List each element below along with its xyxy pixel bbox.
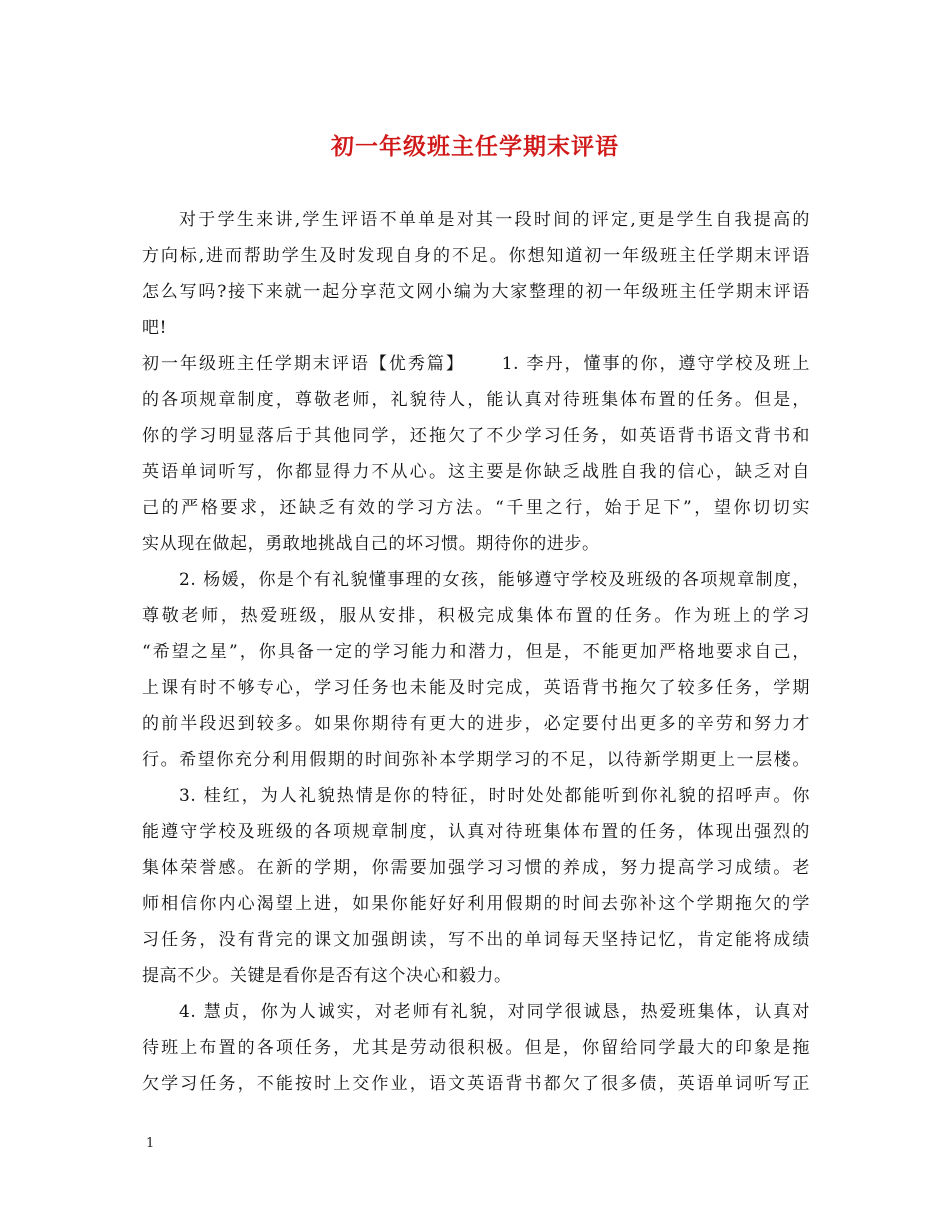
body-line: 上课有时不够专心，学习任务也未能及时完成，英语背书拖欠了较多任务，学期	[142, 678, 810, 698]
body-line: 方向标,进而帮助学生及时发现自身的不足。你想知道初一年级班主任学期末评语	[142, 246, 810, 266]
body-line: 4. 慧贞，你为人诚实，对老师有礼貌，对同学很诚恳，热爱班集体，认真对	[179, 1002, 810, 1022]
body-line: 己的严格要求，还缺乏有效的学习方法。“千里之行，始于足下”，望你切切实	[142, 498, 810, 518]
body-line: 的前半段迟到较多。如果你期待有更大的进步，必定要付出更多的辛劳和努力才	[142, 714, 810, 734]
body-line: 3. 桂红，为人礼貌热情是你的特征，时时处处都能听到你礼貌的招呼声。你	[179, 786, 810, 806]
body-line: 集体荣誉感。在新的学期，你需要加强学习习惯的养成，努力提高学习成绩。老	[142, 858, 810, 878]
page-number: 1	[146, 1136, 155, 1151]
body-line: 能遵守学校及班级的各项规章制度，认真对待班集体布置的任务，体现出强烈的	[142, 822, 810, 842]
body-line: 提高不少。关键是看你是否有这个决心和毅力。	[142, 966, 512, 986]
body-line: 怎么写吗?接下来就一起分享范文网小编为大家整理的初一年级班主任学期末评语	[142, 282, 810, 302]
body-line: 吧!	[142, 318, 168, 338]
body-line: “希望之星”，你具备一定的学习能力和潜力，但是，不能更加严格地要求自己，	[142, 642, 810, 662]
body-line: 英语单词听写，你都显得力不从心。这主要是你缺乏战胜自我的信心，缺乏对自	[142, 462, 810, 482]
body-line: 实从现在做起，勇敢地挑战自己的坏习惯。期待你的进步。	[142, 534, 600, 554]
body-line: 的各项规章制度，尊敬老师，礼貌待人，能认真对待班集体布置的任务。但是，	[142, 390, 810, 410]
body-line: 对于学生来讲,学生评语不单单是对其一段时间的评定,更是学生自我提高的	[179, 210, 810, 230]
body-line: 行。希望你充分利用假期的时间弥补本学期学习的不足，以待新学期更上一层楼。	[142, 750, 810, 770]
body-line: 师相信你内心渴望上进，如果你能好好利用假期的时间去弥补这个学期拖欠的学	[142, 894, 810, 914]
body-line: 2. 杨媛，你是个有礼貌懂事理的女孩，能够遵守学校及班级的各项规章制度，	[179, 570, 810, 590]
body-line: 待班上布置的各项任务，尤其是劳动很积极。但是，你留给同学最大的印象是拖	[142, 1038, 810, 1058]
body-line: 欠学习任务，不能按时上交作业，语文英语背书都欠了很多债，英语单词听写正	[142, 1074, 810, 1094]
page-title: 初一年级班主任学期末评语	[331, 133, 619, 160]
body-line: 你的学习明显落后于其他同学，还拖欠了不少学习任务，如英语背书语文背书和	[142, 426, 810, 446]
body-line: 习任务，没有背完的课文加强朗读，写不出的单词每天坚持记忆，肯定能将成绩	[142, 930, 810, 950]
body-line: 初一年级班主任学期末评语【优秀篇】 1. 李丹，懂事的你，遵守学校及班上	[142, 354, 810, 374]
body-line: 尊敬老师，热爱班级，服从安排，积极完成集体布置的任务。作为班上的学习	[142, 606, 810, 626]
